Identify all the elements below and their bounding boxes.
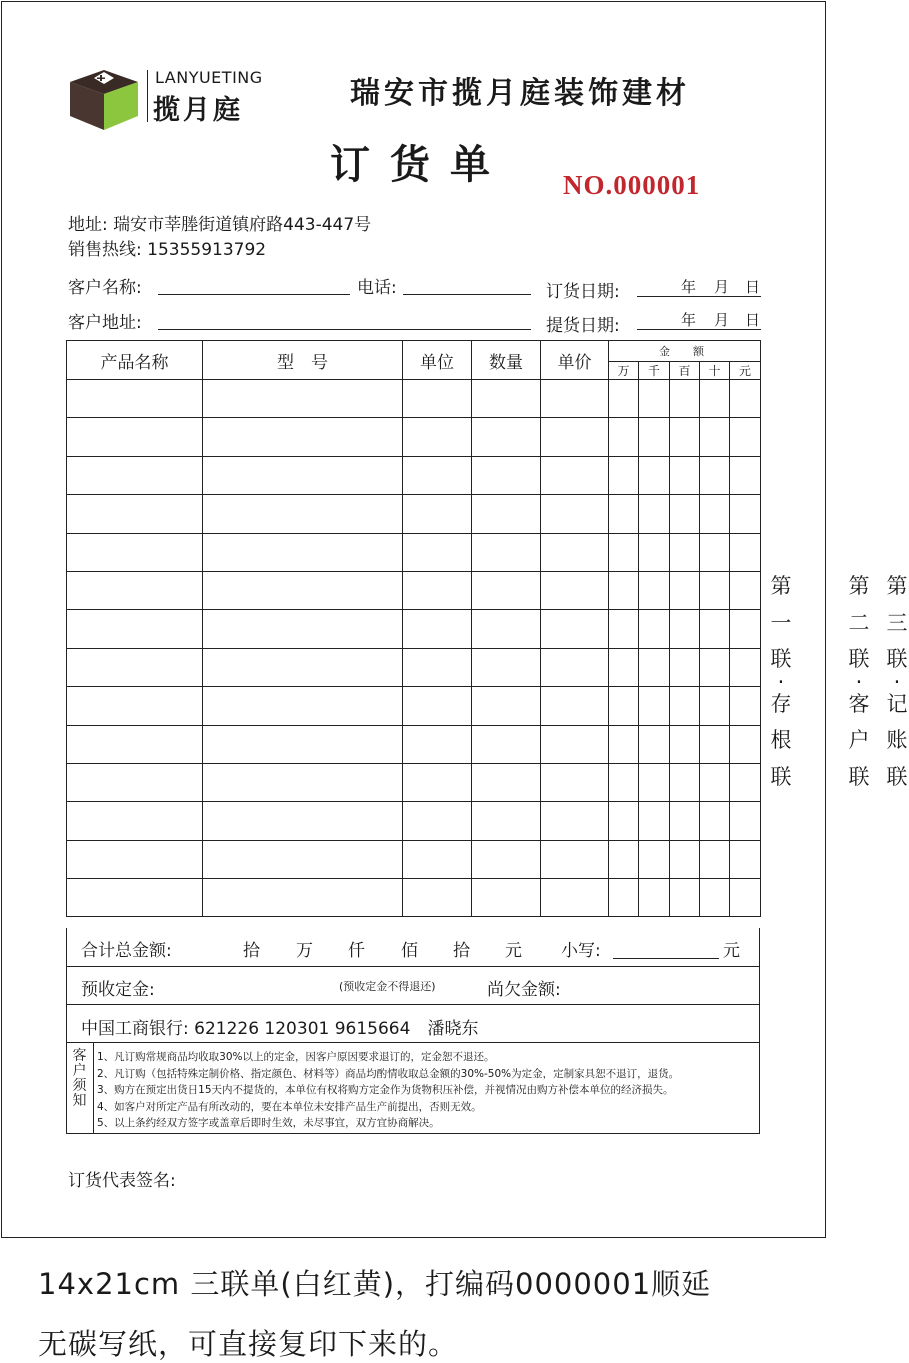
header-quantity: 数量 [472,341,541,380]
header-unit: 单位 [403,341,472,380]
pickup-date-day: 日 [745,311,761,329]
table-cell[interactable] [730,495,761,533]
table-cell[interactable] [541,571,609,609]
table-cell[interactable] [203,725,403,763]
table-cell[interactable] [67,879,203,917]
table-cell[interactable] [700,456,730,494]
total-unit-qian: 仟 [348,941,365,961]
table-cell[interactable] [541,840,609,878]
table-cell[interactable] [730,648,761,686]
order-date-label: 订货日期: [546,282,620,302]
table-cell[interactable] [670,533,700,571]
copy-label-first: 第 一 联 · 存 根 联 [770,574,792,789]
order-table [66,340,761,917]
order-date-input-line[interactable] [637,296,761,297]
table-cell[interactable] [700,840,730,878]
serial-number: NO.000001 [563,170,701,200]
table-row [67,380,761,418]
table-cell[interactable] [541,879,609,917]
table-cell[interactable] [639,802,670,840]
order-date-year: 年 [681,278,697,296]
order-date-day: 日 [745,278,761,296]
customer-address-label: 客户地址: [68,313,142,333]
table-cell[interactable] [67,687,203,725]
table-cell[interactable] [730,571,761,609]
table-cell[interactable] [639,610,670,648]
brand-chinese: 揽月庭 [153,95,243,126]
table-cell[interactable] [472,571,541,609]
table-cell[interactable] [730,802,761,840]
table-cell[interactable] [639,840,670,878]
customer-name-input-line[interactable] [158,294,350,295]
table-cell[interactable] [609,879,639,917]
table-cell[interactable] [403,879,472,917]
table-cell[interactable] [67,380,203,418]
table-cell[interactable] [472,763,541,801]
table-cell[interactable] [670,456,700,494]
table-cell[interactable] [609,648,639,686]
table-cell[interactable] [639,533,670,571]
table-cell[interactable] [639,418,670,456]
table-cell[interactable] [403,418,472,456]
table-cell[interactable] [730,456,761,494]
table-cell[interactable] [67,610,203,648]
table-cell[interactable] [203,380,403,418]
bank-row [66,1005,760,1043]
pickup-date-label: 提货日期: [546,316,620,336]
table-cell[interactable] [700,380,730,418]
total-unit-shi-2: 拾 [453,941,470,961]
table-cell[interactable] [67,763,203,801]
table-row [67,610,761,648]
notice-item: 3、购方在预定出货日15天内不提货的，本单位有权将购方定金作为货物积压补偿，并视情况由购方补偿本单位的经济损失。 [97,1084,674,1096]
table-cell[interactable] [541,418,609,456]
total-unit-bai: 佰 [401,941,418,961]
table-cell[interactable] [670,879,700,917]
table-cell[interactable] [730,380,761,418]
table-cell[interactable] [541,763,609,801]
hotline-line: 销售热线: 15355913792 [68,240,267,260]
table-cell[interactable] [700,495,730,533]
table-row [67,725,761,763]
table-row [67,648,761,686]
table-cell[interactable] [700,879,730,917]
total-unit-wan: 万 [296,941,313,961]
table-cell[interactable] [670,763,700,801]
table-cell[interactable] [670,802,700,840]
table-cell[interactable] [541,725,609,763]
table-cell[interactable] [67,725,203,763]
table-cell[interactable] [730,840,761,878]
table-cell[interactable] [670,687,700,725]
table-row [67,495,761,533]
pickup-date-input-line[interactable] [637,329,761,330]
table-cell[interactable] [203,418,403,456]
table-cell[interactable] [541,495,609,533]
table-cell[interactable] [730,533,761,571]
table-cell[interactable] [472,648,541,686]
table-cell[interactable] [203,763,403,801]
company-name: 瑞安市揽月庭装饰建材 [350,76,690,111]
table-cell[interactable] [472,380,541,418]
table-cell[interactable] [472,840,541,878]
small-amount-label: 小写: [561,941,601,961]
table-cell[interactable] [670,495,700,533]
table-cell[interactable] [730,879,761,917]
table-cell[interactable] [609,610,639,648]
table-cell[interactable] [403,456,472,494]
table-cell[interactable] [700,610,730,648]
table-cell[interactable] [670,840,700,878]
table-cell[interactable] [67,495,203,533]
page-title: 订货单 [330,141,510,188]
house-cube-logo-icon [66,66,142,132]
table-cell[interactable] [472,456,541,494]
table-cell[interactable] [403,687,472,725]
total-unit-shi: 拾 [243,941,260,961]
table-cell[interactable] [700,802,730,840]
table-row [67,687,761,725]
table-cell[interactable] [541,802,609,840]
table-cell[interactable] [67,533,203,571]
table-cell[interactable] [541,610,609,648]
table-cell[interactable] [403,648,472,686]
table-cell[interactable] [67,840,203,878]
table-cell[interactable] [609,840,639,878]
table-cell[interactable] [609,763,639,801]
header-digit-bai: 百 [670,362,700,380]
header-digit-yuan: 元 [730,362,761,380]
table-cell[interactable] [403,380,472,418]
table-cell[interactable] [403,802,472,840]
caption-line-2: 无碳写纸，可直接复印下来的。 [38,1327,459,1361]
header-digit-shi: 十 [700,362,730,380]
table-cell[interactable] [541,456,609,494]
header-amount: 金 额 [609,341,761,362]
customer-name-label: 客户名称: [68,278,142,298]
table-cell[interactable] [700,418,730,456]
table-cell[interactable] [403,763,472,801]
table-cell[interactable] [670,648,700,686]
brand-english: LANYUETING [155,68,263,87]
table-cell[interactable] [670,610,700,648]
table-cell[interactable] [609,687,639,725]
phone-label: 电话: [357,278,397,298]
table-cell[interactable] [403,495,472,533]
total-unit-yuan: 元 [505,941,522,961]
table-cell[interactable] [730,763,761,801]
table-cell[interactable] [639,879,670,917]
table-row [67,879,761,917]
caption-line-1: 14x21cm 三联单(白红黄)，打编码0000001顺延 [38,1267,712,1301]
notice-side-label: 客 户 须 知 [66,1043,94,1133]
table-cell[interactable] [639,687,670,725]
table-cell[interactable] [203,687,403,725]
total-amount-row [66,928,760,967]
table-cell[interactable] [639,495,670,533]
notice-item: 5、以上条约经双方签字或盖章后即时生效，未尽事宜，双方宜协商解决。 [97,1117,440,1129]
table-cell[interactable] [67,456,203,494]
table-cell[interactable] [472,533,541,571]
table-cell[interactable] [203,840,403,878]
table-cell[interactable] [700,533,730,571]
pickup-date-year: 年 [681,311,697,329]
table-row [67,840,761,878]
table-row [67,418,761,456]
deposit-label: 预收定金: [81,980,155,1000]
table-cell[interactable] [700,687,730,725]
table-cell[interactable] [639,456,670,494]
table-cell[interactable] [203,533,403,571]
total-amount-label: 合计总金额: [81,941,172,961]
copy-label-second: 第 二 联 · 客 户 联 [848,574,870,789]
table-cell[interactable] [67,802,203,840]
small-amount-unit: 元 [723,941,740,961]
header-digit-wan: 万 [609,362,639,380]
phone-input-line[interactable] [403,294,531,295]
table-cell[interactable] [541,380,609,418]
table-cell[interactable] [203,802,403,840]
pickup-date-month: 月 [714,311,730,329]
table-cell[interactable] [472,610,541,648]
table-cell[interactable] [472,802,541,840]
table-cell[interactable] [541,687,609,725]
order-date-month: 月 [714,278,730,296]
table-cell[interactable] [203,571,403,609]
customer-address-input-line[interactable] [158,329,531,330]
table-cell[interactable] [730,610,761,648]
deposit-row [66,967,760,1005]
table-cell[interactable] [609,725,639,763]
table-cell[interactable] [700,725,730,763]
table-row [67,763,761,801]
table-cell[interactable] [609,380,639,418]
table-cell[interactable] [472,495,541,533]
table-cell[interactable] [472,687,541,725]
table-cell[interactable] [700,648,730,686]
header-digit-qian: 千 [639,362,670,380]
table-cell[interactable] [639,380,670,418]
table-cell[interactable] [609,571,639,609]
table-cell[interactable] [609,533,639,571]
signature-label: 订货代表签名: [68,1171,176,1191]
table-cell[interactable] [203,648,403,686]
table-cell[interactable] [670,418,700,456]
table-cell[interactable] [403,571,472,609]
table-cell[interactable] [403,533,472,571]
small-amount-input-line[interactable] [613,958,719,959]
table-cell[interactable] [472,418,541,456]
deposit-note: (预收定金不得退还) [339,980,436,993]
table-cell[interactable] [541,648,609,686]
table-cell[interactable] [639,763,670,801]
table-cell[interactable] [67,418,203,456]
table-cell[interactable] [472,725,541,763]
table-cell[interactable] [639,648,670,686]
header-model: 型 号 [203,341,403,380]
table-cell[interactable] [609,495,639,533]
table-cell[interactable] [639,725,670,763]
table-row [67,456,761,494]
table-cell[interactable] [700,763,730,801]
header-product-name: 产品名称 [67,341,203,380]
table-cell[interactable] [203,495,403,533]
table-cell[interactable] [700,571,730,609]
bank-info: 中国工商银行: 621226 120301 9615664 潘晓东 [81,1019,479,1039]
table-row [67,571,761,609]
table-cell[interactable] [609,418,639,456]
table-cell[interactable] [67,571,203,609]
table-cell[interactable] [670,380,700,418]
table-cell[interactable] [203,879,403,917]
balance-label: 尚欠金额: [487,980,561,1000]
logo-divider [147,70,148,122]
table-cell[interactable] [730,687,761,725]
table-cell[interactable] [67,648,203,686]
table-cell[interactable] [730,418,761,456]
table-cell[interactable] [730,725,761,763]
table-cell[interactable] [670,725,700,763]
notice-item: 2、凡订购（包括特殊定制价格、指定颜色、材料等）商品均酌情收取总金额的30%-50%为定金，定制家具恕不退订，退货。 [97,1068,680,1080]
table-cell[interactable] [203,456,403,494]
table-cell[interactable] [472,879,541,917]
table-cell[interactable] [403,610,472,648]
table-cell[interactable] [609,802,639,840]
table-cell[interactable] [203,610,403,648]
header-unit-price: 单价 [541,341,609,380]
table-row [67,802,761,840]
table-cell[interactable] [541,533,609,571]
table-cell[interactable] [670,571,700,609]
notice-item: 4、如客户对所定产品有所改动的，要在本单位未安排产品生产前提出，否则无效。 [97,1101,482,1113]
table-cell[interactable] [639,571,670,609]
table-cell[interactable] [609,456,639,494]
notice-item: 1、凡订购常规商品均收取30%以上的定金，因客户原因要求退订的，定金恕不退还。 [97,1051,495,1063]
copy-label-third: 第 三 联 · 记 账 联 [886,574,908,789]
table-cell[interactable] [403,725,472,763]
table-row [67,533,761,571]
address-line: 地址: 瑞安市莘塍街道镇府路443-447号 [68,215,372,235]
table-cell[interactable] [403,840,472,878]
